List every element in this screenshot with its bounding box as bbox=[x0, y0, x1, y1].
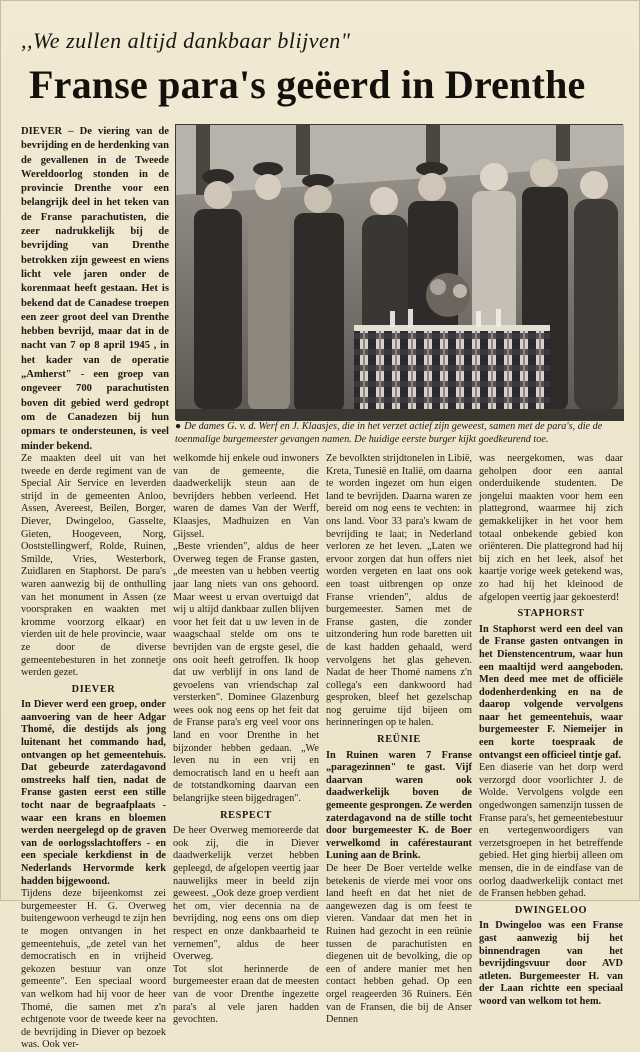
section-heading: STAPHORST bbox=[517, 608, 585, 620]
section-heading: RESPECT bbox=[220, 809, 272, 821]
paragraph: De heer De Boer vertelde welke betekenis de vierde mei voor ons land heeft en dat het niet de aangewezen dag is om feest te vieren. Vandaar dat men het in Ruinen had gezocht in een reünie tussen de parachutisten en diegenen uit de bevolking, die op een of andere manier met hen contact hebben gehad. Op een orgel reageerden 36 Ruiners. Eén van de Fransen, die bij de Anser Dennen bbox=[326, 863, 472, 1026]
paragraph: De heer Overweg memoreerde dat ook zij, die in Diever daadwerkelijk verzet hebben gepleegd, de afgelopen veertig jaar nauwelijks meer in beeld zijn geweest. „Ook deze groep verdient het om, vier decennia na de bevrijding, nog eens ons om diep respect en onze dankbaarheid te vernemen", aldus de heer Overweg. bbox=[173, 825, 319, 963]
article-photo bbox=[175, 124, 623, 420]
paragraph: welkomde hij enkele oud inwoners van de gemeente, die daadwerkelijk steun aan de bevrijders hebben verleend. Het waren de dames Van der Werff, Klaasjes, Madhuizen en Van Gijssel. bbox=[173, 453, 319, 540]
column-2 bbox=[173, 453, 319, 1026]
paragraph: was neergekomen, was daar geholpen door een aantal onderduikende studenten. De jongelui maakten voor hem een plattegrond, waarmee hij zich gemakkelijker in het voor hem totaal onbekende gebied kon oriënteren. Die plattegrond had hij bij zich en het leek, alsof het kaartje vorige week getekend was, zo had hij het kleinood de afgelopen veertig jaar gekoesterd! bbox=[479, 453, 623, 603]
caption-bullet: ● bbox=[175, 421, 182, 432]
paragraph: „Beste vrienden", aldus de heer Overweg tegen de Franse gasten, „de meesten van u hebben veertig jaar lang niets van ons gehoord. Maar weest u ervan overtuigd dat wij u altijd dankbaar zullen blijven voor het feit dat u uw leven in de waagschaal stelde om ons te bevrijden van de ergste gesel, die ons ooit heeft getroffen. Ik hoop dat uw verblijf in ons land de gevoelens van vriendschap zal versterken". Dominee Glazenburg wees ook nog eens op het feit dat de Franse para's erg veel voor ons land en voor Drenthe in het bijzonder hebben gedaan. „We leven nu in een vrij en democratisch land en u heeft aan de totstandkoming daarvan een belangrijke steen bijgedragen". bbox=[173, 541, 319, 805]
photo-caption bbox=[175, 421, 623, 451]
paragraph: In Dwingeloo was een Franse gast aanwezig bij het binnendragen van het bevrijdingsvuur door AVD atleten. Burgemeester H. van der Laan richtte een speciaal woord van welkom tot hem. bbox=[479, 920, 623, 1007]
section-heading: DWINGELOO bbox=[514, 904, 588, 916]
column-4 bbox=[479, 453, 623, 1007]
column-3 bbox=[326, 453, 472, 1026]
paragraph: Tijdens deze bijeenkomst zei burgemeester H. G. Overweg buitengewoon verheugd te zijn hen te mogen ontvangen in het gemeentehuis, „de zetel van het democratisch en in vrijheid gekozen bestuur van onze gemeente". Een speciaal woord van welkom had hij voor de heer Thomé, die samen met z'n echtgenote voor de tweede keer na de bevrijding in Diever op bezoek was. Ook ver- bbox=[21, 888, 166, 1051]
article-lead: DIEVER – De viering van de bevrijding en de herdenking van de gevallenen in de Tweede Wereldoorlog stonden in de provincie Drenthe voor een belangrijk deel in het teken van de Franse parachutisten, die zeer nadrukkelijk bij de bevrijding van Drenthe betrokken zijn geweest en wiens licht vele jaren onder de korenmaat heeft gestaan. Het is bekend dat de Canadese troepen een zeer groot deel van Drenthe hebben bevrijd, maar dat in de nacht van 7 op 8 april 1945 , in het kader van de operatie „Amherst" - een groep van ongeveer 700 parachutisten boven dit gebied werd gedropt om de Canadezen bij hun opmars te ondersteunen, is veel minder bekend. bbox=[21, 126, 169, 452]
paragraph: In Staphorst werd een deel van de Franse gasten ontvangen in het Dienstencentrum, waar hun een maaltijd werd aangeboden. Men deed mee met de officiële dodenherdenking en na de daarop volgende vervolgens naar het gemeentehuis, waar burgemeester F. Niemeijer in een korte toespraak de ontvangst een officieel tintje gaf. bbox=[479, 623, 623, 761]
caption-text: De dames G. v. d. Werf en J. Klaasjes, die in het verzet actief zijn geweest, samen met de para's, die de toenmalige burgemeester gevangen namen. De huidige eerste burger kijkt goedkeurend toe. bbox=[175, 421, 603, 445]
article-kicker: ,,We zullen altijd dankbaar blijven" bbox=[21, 28, 351, 53]
paragraph: In Ruinen waren 7 Franse „paragezinnen" te gast. Vijf daarvan waren ook daadwerkelijk boven de gemeente gesprongen. Ze werden zaterdagavond na de stille tocht door burgemeester K. de Boer verwelkomd in caférestaurant Luning aan de Brink. bbox=[326, 749, 472, 862]
section-heading: DIEVER bbox=[71, 683, 116, 695]
paragraph: Ze bevolkten strijdtonelen in Libië, Kreta, Tunesië en Italië, om daarna te worden ingezet om hun eigen land te bevrijden. Daarna waren ze bereid om nog eens te vechten: in ons land. Voor 33 para's kwam de bevrijding te laat; in Nederland verloren ze het leven. „Laten we ervoor zorgen dat hun offers niet worden vergeten en laat ons ook een toast uitbrengen op onze Franse vrienden", aldus de burgemeester. Samen met de Franse gasten, die zonder uitzondering hun rode baretten uit de kast hadden gehaald, werd vervolgens het glas geheven. Nadat de heer Thomé namens z'n collega's een dankwoord had gesproken, bleef het gezelschap nog geruime tijd bijeen om herinneringen op te halen. bbox=[326, 453, 472, 729]
column-1 bbox=[21, 453, 166, 1051]
paragraph: In Diever werd een groep, onder aanvoering van de heer Adgar Thomé, die destijds als jong luitenant het commando had, ontvangen op het gemeentehuis. Dat gebeurde zaterdagavond omstreeks half tien, nadat de Franse gasten eerst een stille tocht naar de begraafplaats - waar een krans en bloemen werden neergelegd op de graven van de oorlogsslachtoffers - en een speciale kerkdienst in de Nederlands Hervormde kerk hadden bijgewoond. bbox=[21, 699, 166, 887]
section-heading: REÜNIE bbox=[377, 734, 421, 746]
paragraph: Een diaserie van het dorp werd verzorgd door voorlichter J. de Wolde. Vervolgens volgde een ongedwongen samenzijn tussen de Franse para's, het gemeentebestuur en vertegenwoordigers van verzetsgroepen in het betreffende gebied. Het ging hierbij alleen om mensen, die in de eindfase van de oorlog daadwerkelijk contact met de Fransen hebben gehad. bbox=[479, 762, 623, 900]
paragraph: Ze maakten deel uit van het tweede en derde regiment van de Special Air Service en leverden strijd in de gemeenten Anloo, Assen, Avereest, Beilen, Borger, Diever, Dwingeloo, Gasselte, Gieten, Hoogeveen, Norg, Ooststellingwerf, Rolde, Ruinen, Smilde, Vries, Westerbork, Zuidlaren en Staphorst. De para's waren aanwezig bij de onthulling van het monument in Assen (ze voorspraken en waakten met kromme voorzorg elkaar) en vierden uit de hele provincie, waar ze door de diverse gemeentebesturen in het zonnetje werden gezet. bbox=[21, 453, 166, 679]
group-photo-illustration bbox=[176, 125, 624, 421]
article-headline: Franse para's geëerd in Drenthe bbox=[29, 62, 586, 107]
paragraph: Tot slot herinnerde de burgemeester eraan dat de meesten van de voor Drenthe ingezette para's al vele jaren hadden gevochten. bbox=[173, 963, 319, 1026]
